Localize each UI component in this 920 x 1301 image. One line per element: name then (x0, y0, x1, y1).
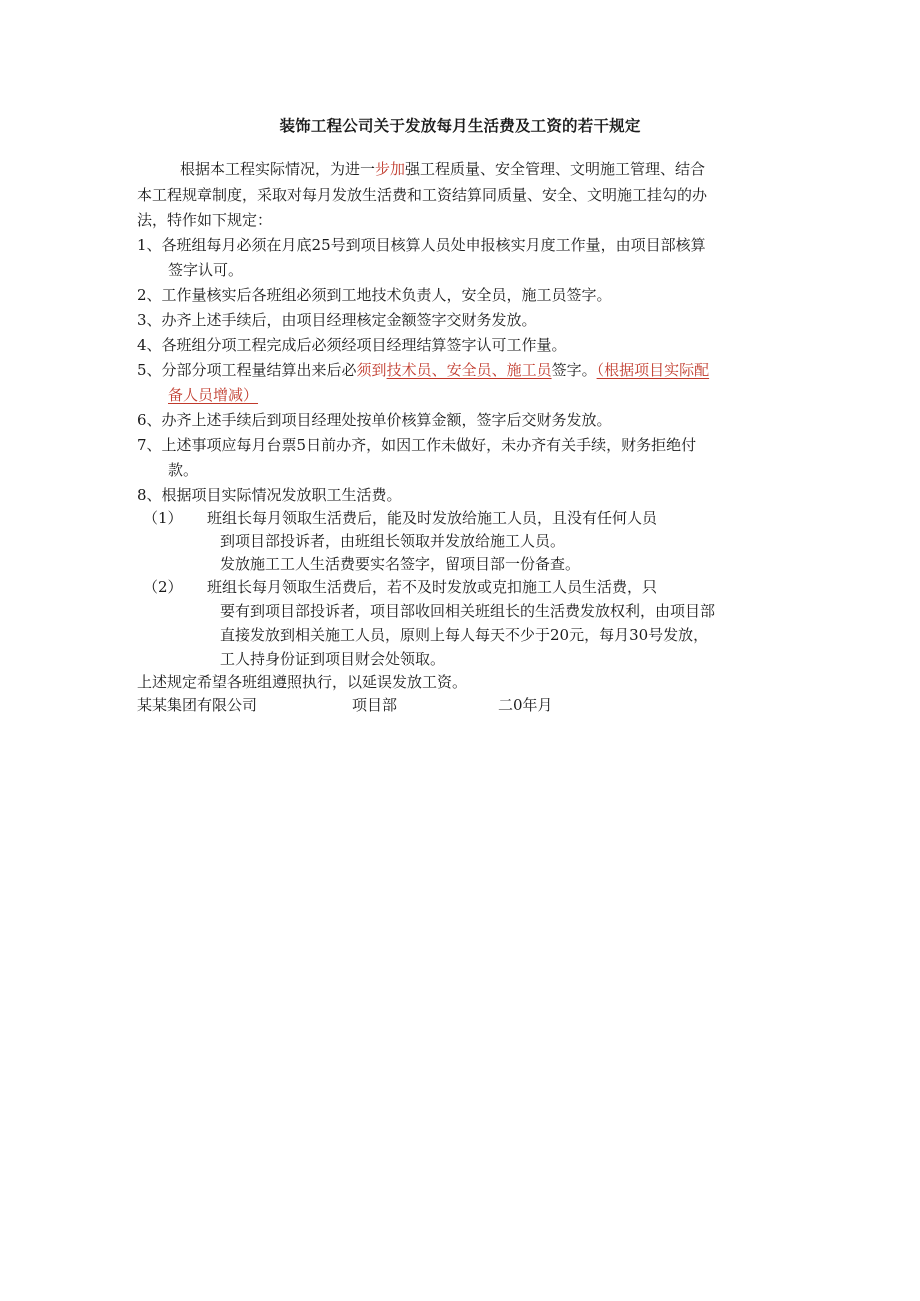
rule-3: 3、办齐上述手续后，由项目经理核定金额签字交财务发放。 (137, 311, 537, 329)
rule-6: 6、办齐上述手续后到项目经理处按单价核算金额，签字后交财务发放。 (137, 411, 612, 429)
intro-highlight: 步加 (375, 160, 406, 178)
rule-4: 4、各班组分项工程完成后必须经项目经理结算签字认可工作量。 (137, 336, 567, 354)
intro-text: 强工程质量、安全管理、文明施工管理、结合 (405, 160, 706, 178)
rule-7-line-1: 7、上述事项应每月台票5日前办齐，如因工作未做好，未办齐有关手续，财务拒绝付 (137, 436, 697, 454)
rule-5-roles: 技术员、安全员、施工员 (386, 361, 552, 379)
signature-date: 二0年月 (498, 696, 553, 714)
rule-5-line-1 (137, 359, 709, 381)
rule-8: 8、根据项目实际情况发放职工生活费。 (137, 486, 402, 504)
closing-statement: 上述规定希望各班组遵照执行，以延误发放工资。 (137, 673, 468, 691)
rule-5-text: 签字。 (551, 361, 597, 379)
intro-line-1 (180, 158, 705, 180)
subitem-2-line-3: 直接发放到相关施工人员，原则上每人每天不少于20元，每月30号发放， (220, 626, 709, 644)
intro-line-2: 本工程规章制度，采取对每月发放生活费和工资结算同质量、安全、文明施工挂勾的办 (137, 186, 708, 204)
document-title: 装饰工程公司关于发放每月生活费及工资的若干规定 (279, 117, 641, 135)
signature-dept: 项目部 (352, 696, 398, 714)
intro-line-3: 法，特作如下规定： (137, 211, 273, 229)
subitem-2-line-2: 要有到项目部投诉者，项目部收回相关班组长的生活费发放权利，由项目部 (220, 602, 716, 620)
subitem-2-number: （2） (143, 578, 183, 596)
subitem-1-line-1: 班组长每月领取生活费后，能及时发放给施工人员，且没有任何人员 (207, 509, 658, 527)
rule-7-line-2: 款。 (168, 461, 199, 479)
subitem-2-line-4: 工人持身份证到项目财会处领取。 (220, 650, 446, 668)
rule-5-text: 5、分部分项工程量结算出来后必 (137, 361, 357, 379)
signature-company: 某某集团有限公司 (137, 696, 258, 714)
subitem-1-line-3: 发放施工工人生活费要实名签字，留项目部一份备查。 (220, 555, 581, 573)
subitem-2-line-1: 班组长每月领取生活费后，若不及时发放或克扣施工人员生活费，只 (207, 578, 658, 596)
rule-5-highlight: 须到 (356, 361, 387, 379)
rule-1-line-2: 签字认可。 (168, 261, 244, 279)
rule-2: 2、工作量核实后各班组必须到工地技术负责人，安全员，施工员签字。 (137, 286, 612, 304)
subitem-1-number: （1） (143, 509, 183, 527)
rule-5-line-2: 备人员增减） (168, 386, 259, 404)
rule-1-line-1: 1、各班组每月必须在月底25号到项目核算人员处申报核实月度工作量，由项目部核算 (137, 236, 706, 254)
rule-5-note: （根据项目实际配 (596, 361, 710, 379)
intro-text: 根据本工程实际情况，为进一 (180, 160, 376, 178)
subitem-1-line-2: 到项目部投诉者，由班组长领取并发放给施工人员。 (220, 532, 566, 550)
